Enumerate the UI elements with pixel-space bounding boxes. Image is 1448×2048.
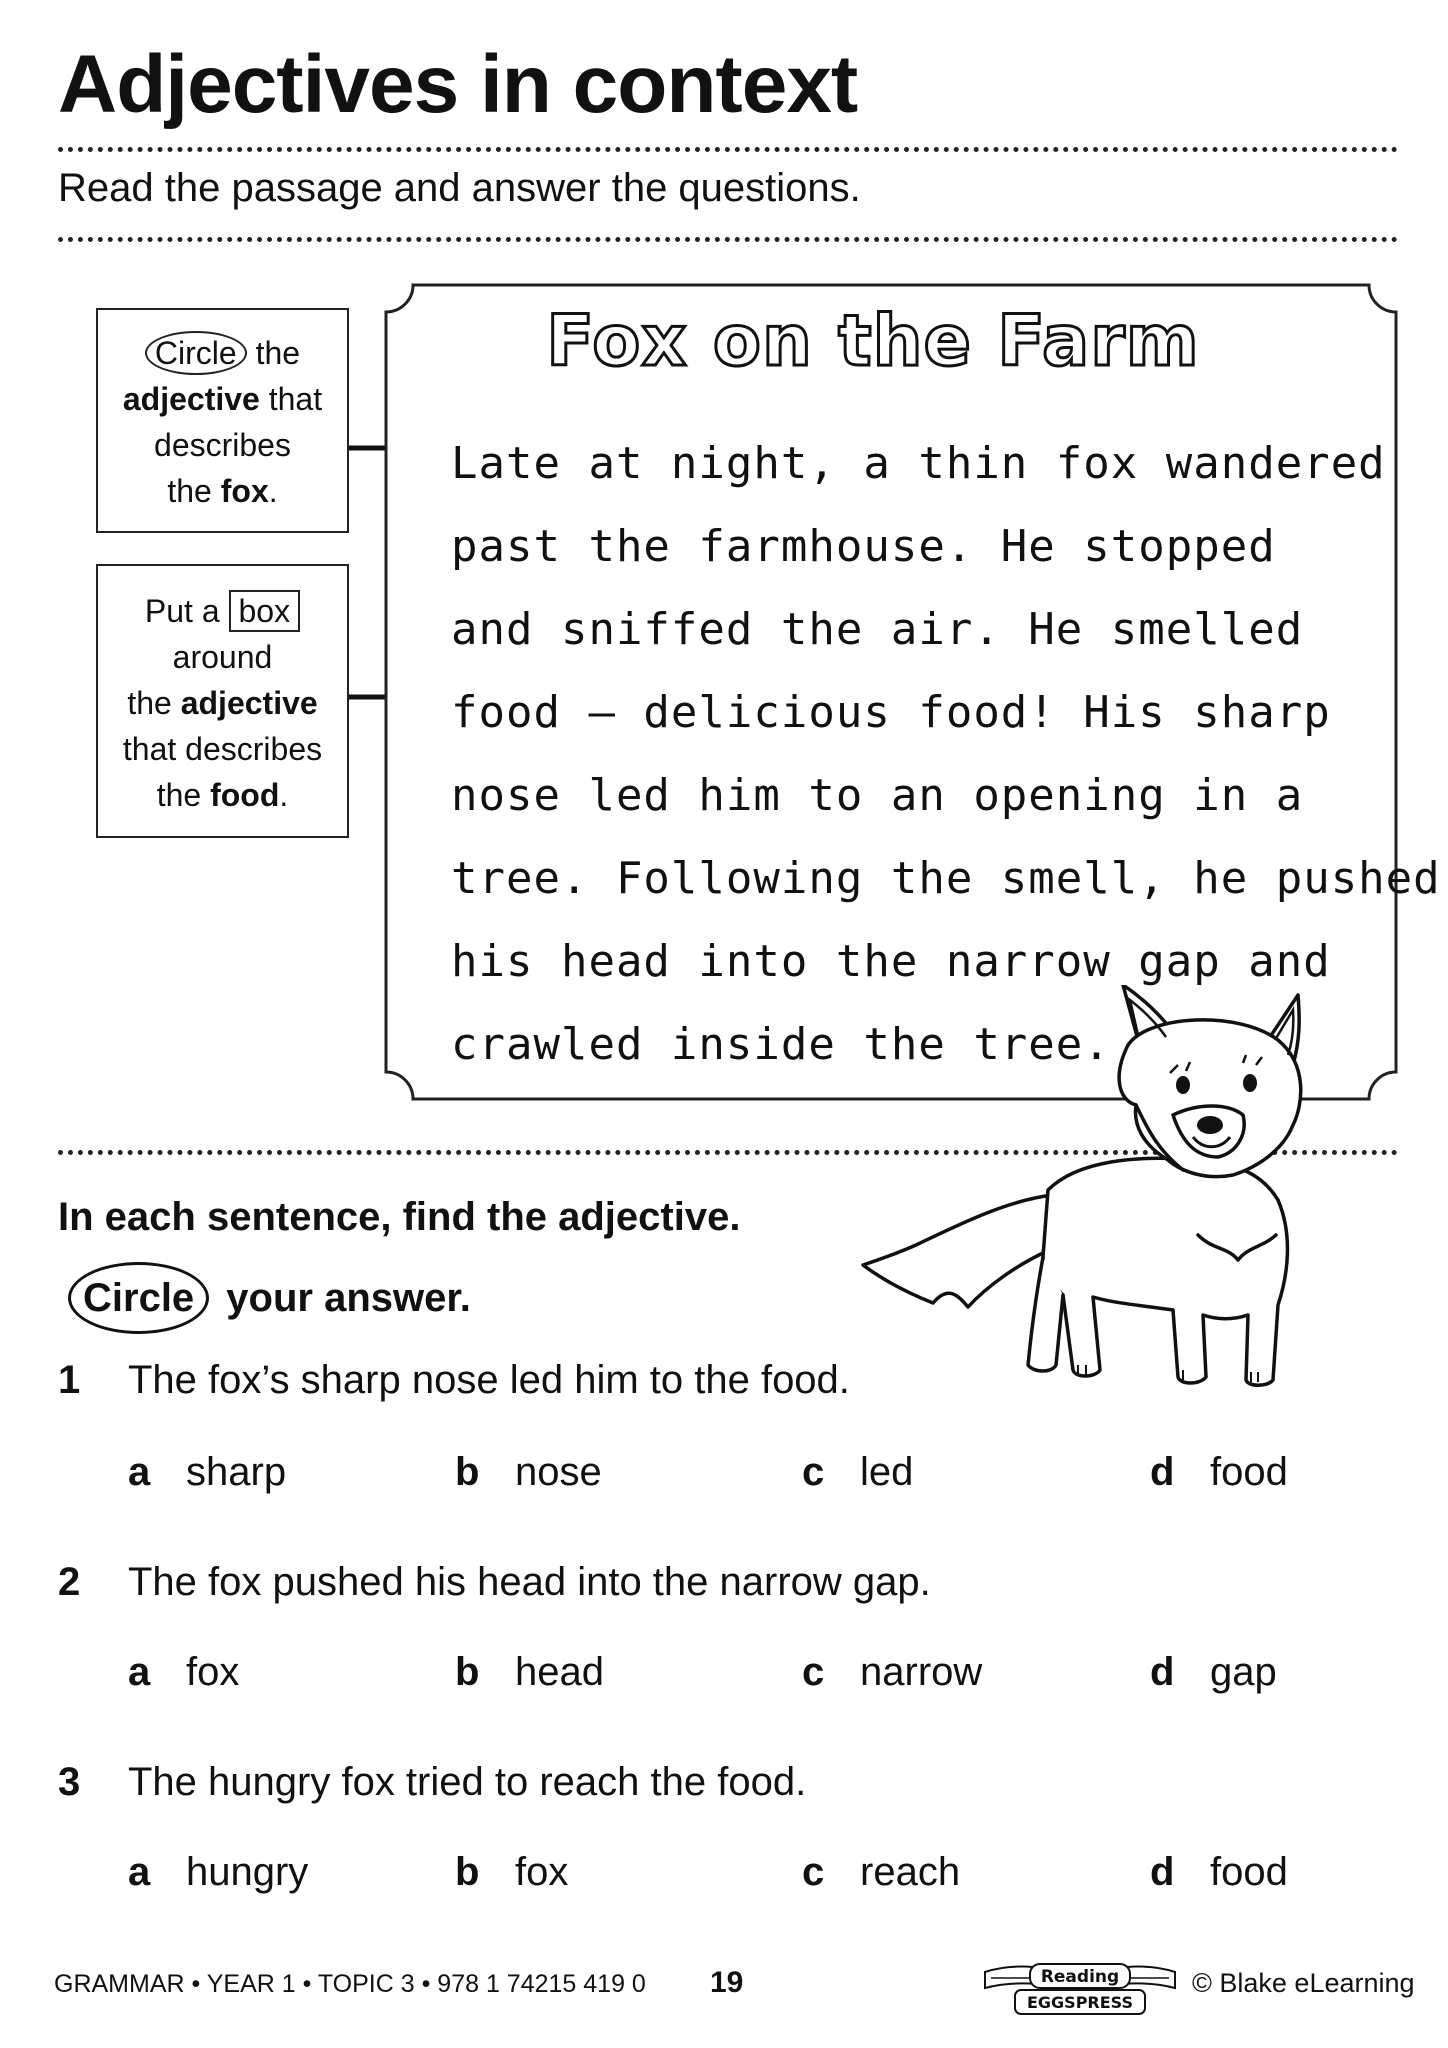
footer-series-info: GRAMMAR • YEAR 1 • TOPIC 3 • 978 1 74215 419 0 <box>54 1970 646 1998</box>
svg-text:EGGSPRESS: EGGSPRESS <box>1026 1993 1134 2012</box>
option-letter: b <box>455 1650 480 1694</box>
question-text: The fox’s sharp nose led him to the food. <box>128 1358 850 1402</box>
question-text: The hungry fox tried to reach the food. <box>128 1760 807 1804</box>
option-word[interactable]: led <box>860 1450 914 1494</box>
story-panel <box>383 282 1441 1102</box>
footer-copyright: © Blake eLearning <box>1192 1968 1415 1998</box>
option-word[interactable]: food <box>1210 1850 1288 1894</box>
option-letter: c <box>802 1650 825 1694</box>
svg-text:Reading: Reading <box>1040 1967 1120 1987</box>
option-word[interactable]: gap <box>1210 1650 1277 1694</box>
circled-word: Circle <box>68 1262 209 1334</box>
option-letter: c <box>802 1450 825 1494</box>
story-title: Fox on the Farm <box>546 300 1200 382</box>
option-word[interactable]: narrow <box>860 1650 983 1694</box>
dotted-divider <box>58 237 1398 242</box>
story-line: his head into the narrow gap and <box>451 936 1331 987</box>
option-word[interactable]: fox <box>515 1850 569 1894</box>
option-letter: d <box>1150 1650 1175 1694</box>
circled-word: Circle <box>145 331 247 375</box>
fox-illustration <box>838 985 1358 1405</box>
option-letter: d <box>1150 1850 1175 1894</box>
question-number: 2 <box>58 1560 81 1604</box>
option-word[interactable]: nose <box>515 1450 602 1494</box>
dotted-divider <box>58 147 1398 152</box>
questions-heading: In each sentence, find the adjective. <box>58 1195 741 1239</box>
story-line: past the farmhouse. He stopped <box>451 521 1276 572</box>
instruction-box-fox: Circle the adjective that describes the fox. <box>96 308 349 533</box>
boxed-word: box <box>229 590 301 632</box>
story-line: tree. Following the smell, he pushed <box>451 853 1441 904</box>
option-letter: d <box>1150 1450 1175 1494</box>
instruction-text: Read the passage and answer the questions. <box>58 166 861 210</box>
question-number: 1 <box>58 1358 81 1402</box>
option-letter: a <box>128 1650 151 1694</box>
option-word[interactable]: food <box>1210 1450 1288 1494</box>
story-line: crawled inside the tree. <box>451 1019 1111 1070</box>
questions-subheading: Circle your answer. <box>68 1262 471 1334</box>
story-line: nose led him to an opening in a <box>451 770 1304 821</box>
option-word[interactable]: fox <box>186 1650 240 1694</box>
page-title: Adjectives in context <box>58 39 858 130</box>
option-word[interactable]: sharp <box>186 1450 287 1494</box>
page-number: 19 <box>710 1966 744 1999</box>
reading-eggspress-logo <box>975 1958 1185 2020</box>
question-number: 3 <box>58 1760 81 1804</box>
story-line: Late at night, a thin fox wandered <box>451 438 1386 489</box>
option-letter: c <box>802 1850 825 1894</box>
option-word[interactable]: head <box>515 1650 604 1694</box>
story-line: food — delicious food! His sharp <box>451 687 1331 738</box>
option-word[interactable]: reach <box>860 1850 961 1894</box>
option-letter: a <box>128 1850 151 1894</box>
story-line: and sniffed the air. He smelled <box>451 604 1304 655</box>
option-letter: a <box>128 1450 151 1494</box>
instruction-box-food: Put a box around the adjective that describes the food. <box>96 564 349 838</box>
option-letter: b <box>455 1450 480 1494</box>
option-letter: b <box>455 1850 480 1894</box>
question-text: The fox pushed his head into the narrow gap. <box>128 1560 931 1604</box>
option-word[interactable]: hungry <box>186 1850 309 1894</box>
